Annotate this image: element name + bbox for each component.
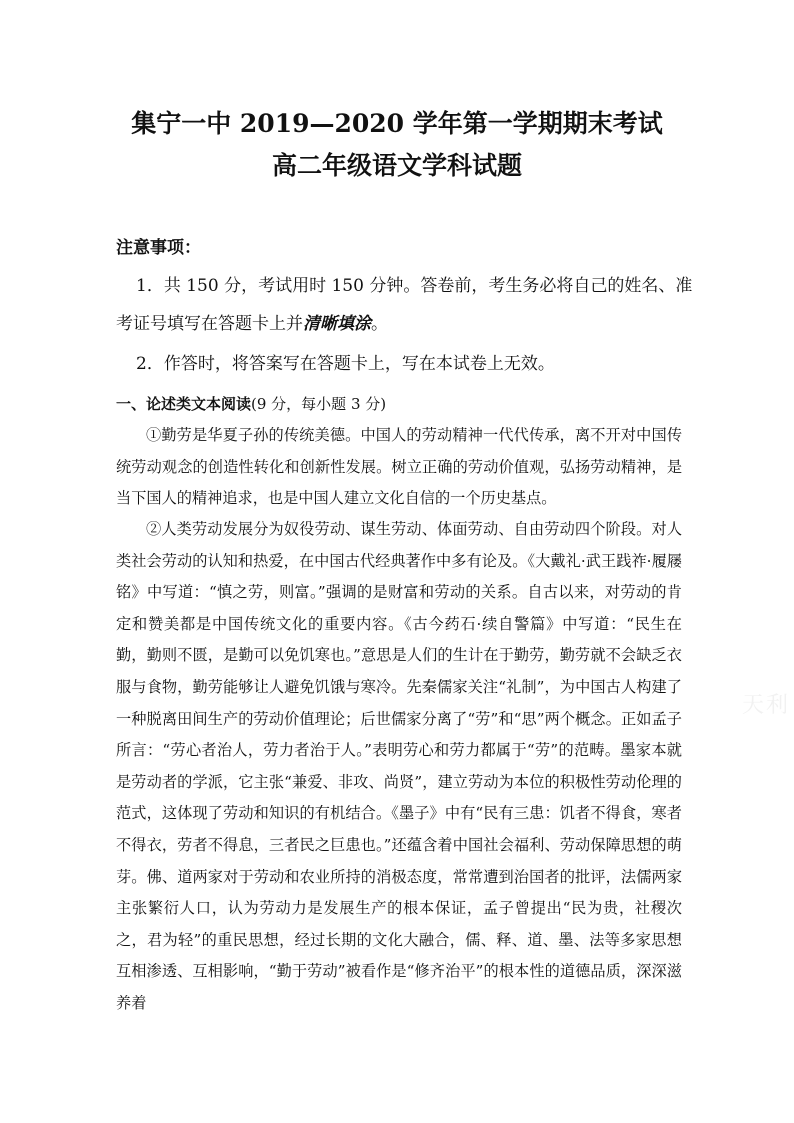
notice-item-1 bbox=[116, 267, 696, 343]
notice-item-2: 2．作答时，将答案写在答题卡上，写在本试卷上无效。 bbox=[136, 354, 555, 374]
notice-item-1-end: 。 bbox=[371, 314, 388, 334]
passage-paragraph-2: ②人类劳动发展分为奴役劳动、谋生劳动、体面劳动、自由劳动四个阶段。对人类社会劳动的认知和热爱，在中国古代经典著作中多有论及。《大戴礼·武王践祚·履屦铭》中写道：“慎之劳，则富。”强调的是财富和劳动的关系。自古以来，对劳动的肯定和赞美都是中国传统文化的重要内容。《古今药石·续自警篇》中写道：“民生在勤，勤则不匮，是勤可以免饥寒也。”意思是人们的生计在于勤劳，勤劳就不会缺乏衣服与食物，勤劳能够让人避免饥饿与寒冷。先秦儒家关注“礼制”，为中国古人构建了一种脱离田间生产的劳动价值理论；后世儒家分离了“劳”和“思”两个概念。正如孟子所言：“劳心者治人，劳力者治于人。”表明劳心和劳力都属于“劳”的范畴。墨家本就是劳动者的学派，它主张“兼爱、非攻、尚贤”，建立劳动为本位的积极性劳动伦理的范式，这体现了劳动和知识的有机结合。《墨子》中有“民有三患：饥者不得食，寒者不得衣，劳者不得息，三者民之巨患也。”还蕴含着中国社会福利、劳动保障思想的萌芽。佛、道两家对于劳动和农业所持的消极态度，常常遭到治国者的批评，法儒两家主张繁衍人口，认为劳动力是发展生产的根本保证，孟子曾提出“民为贵，社稷次之，君为轻”的重民思想，经过长期的文化大融合，儒、释、道、墨、法等多家思想互相渗透、互相影响，“勤于劳动”被看作是“修齐治平”的根本性的道德品质，深深滋养着 bbox=[116, 520, 682, 1012]
notice-heading: 注意事项： bbox=[116, 238, 201, 258]
exam-subtitle: 高二年级语文学科试题 bbox=[271, 151, 522, 180]
passage-paragraph-1: ①勤劳是华夏子孙的传统美德。中国人的劳动精神一代代传承，离不开对中国传统劳动观念的创造性转化和创新性发展。树立正确的劳动价值观，弘扬劳动精神，是当下国人的精神追求，也是中国人建立文化自信的一个历史基点。 bbox=[116, 426, 682, 508]
section-heading bbox=[116, 393, 386, 414]
section-title: 一、论述类文本阅读 bbox=[116, 395, 252, 413]
exam-title: 集宁一中 2019—2020 学年第一学期期末考试 bbox=[131, 109, 663, 138]
notice-item-1-emphasis: 清晰填涂 bbox=[303, 314, 371, 334]
notice-item-1-text: 1．共 150 分，考试用时 150 分钟。答卷前，考生务必将自己的姓名、准考证号填写在答题卡上并 bbox=[116, 276, 693, 334]
section-score-note: (9 分，每小题 3 分) bbox=[251, 395, 387, 413]
watermark: 天利 bbox=[741, 693, 790, 718]
